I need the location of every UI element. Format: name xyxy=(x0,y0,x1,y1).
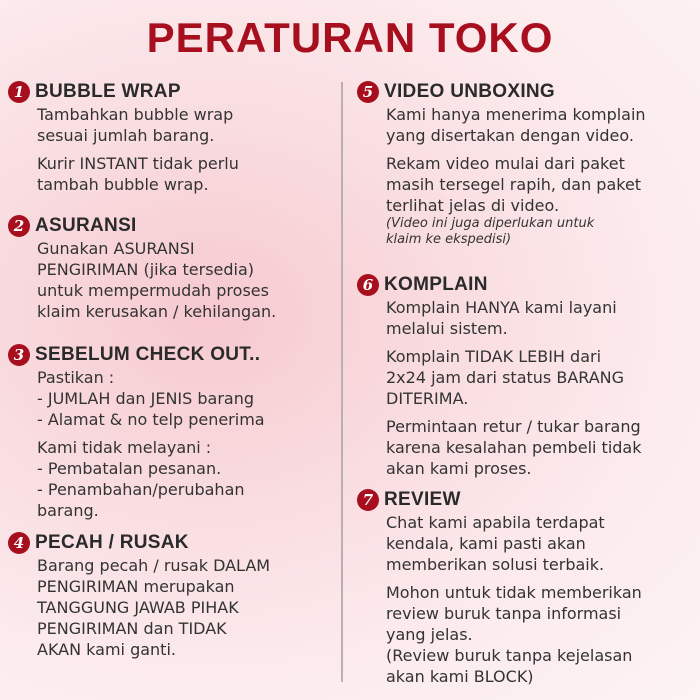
paragraph: Kami tidak melayani : - Pembatalan pesanan. - Penambahan/perubahan barang. xyxy=(37,438,245,520)
section-title: ASURANSI xyxy=(35,215,137,236)
number-5-icon: 5 xyxy=(357,81,379,103)
paragraph: Mohon untuk tidak memberikan review buruk tanpa informasi yang jelas. (Review buruk tanpa kejelasan akan kami BLOCK) xyxy=(386,583,642,686)
section-bubble-wrap xyxy=(8,80,338,202)
paragraph: Kurir INSTANT tidak perlu tambah bubble wrap. xyxy=(37,154,239,194)
section-title: VIDEO UNBOXING xyxy=(384,81,555,102)
section-title: KOMPLAIN xyxy=(384,274,488,295)
column-divider xyxy=(341,82,343,682)
paragraph: Permintaan retur / tukar barang karena kesalahan pembeli tidak akan kami proses. xyxy=(386,417,642,478)
paragraph: Gunakan ASURANSI PENGIRIMAN (jika tersedia) untuk mempermudah proses klaim kerusakan / kehilangan. xyxy=(37,239,277,321)
paragraph: Komplain HANYA kami layani melalui sistem. xyxy=(386,298,617,338)
paragraph: Kami hanya menerima komplain yang disertakan dengan video. xyxy=(386,105,646,145)
number-4-icon: 4 xyxy=(8,532,30,554)
section-review xyxy=(357,488,697,687)
section-komplain xyxy=(357,273,697,486)
paragraph: Pastikan : - JUMLAH dan JENIS barang - Alamat & no telp penerima xyxy=(37,368,265,429)
number-2-icon: 2 xyxy=(8,215,30,237)
section-asuransi xyxy=(8,214,338,329)
paragraph: Chat kami apabila terdapat kendala, kami pasti akan memberikan solusi terbaik. xyxy=(386,513,605,574)
section-title: BUBBLE WRAP xyxy=(35,81,181,102)
section-title: PECAH / RUSAK xyxy=(35,532,189,553)
paragraph: Tambahkan bubble wrap sesuai jumlah barang. xyxy=(37,105,234,145)
number-6-icon: 6 xyxy=(357,274,379,296)
paragraph: Barang pecah / rusak DALAM PENGIRIMAN merupakan TANGGUNG JAWAB PIHAK PENGIRIMAN dan TIDAK AKAN kami ganti. xyxy=(37,556,271,659)
paragraph: Rekam video mulai dari paket masih tersegel rapih, dan paket terlihat jelas di video. xyxy=(386,154,642,215)
section-pecah-rusak xyxy=(8,531,338,667)
section-title: SEBELUM CHECK OUT.. xyxy=(35,344,261,365)
section-title: REVIEW xyxy=(384,489,461,510)
number-1-icon: 1 xyxy=(8,81,30,103)
page-title: PERATURAN TOKO xyxy=(146,14,554,61)
section-video-unboxing xyxy=(357,80,697,248)
note: (Video ini juga diperlukan untuk klaim ke ekspedisi) xyxy=(386,216,595,247)
number-7-icon: 7 xyxy=(357,489,379,511)
section-sebelum-check-out xyxy=(8,343,338,528)
paragraph: Komplain TIDAK LEBIH dari 2x24 jam dari status BARANG DITERIMA. xyxy=(386,347,625,408)
number-3-icon: 3 xyxy=(8,344,30,366)
